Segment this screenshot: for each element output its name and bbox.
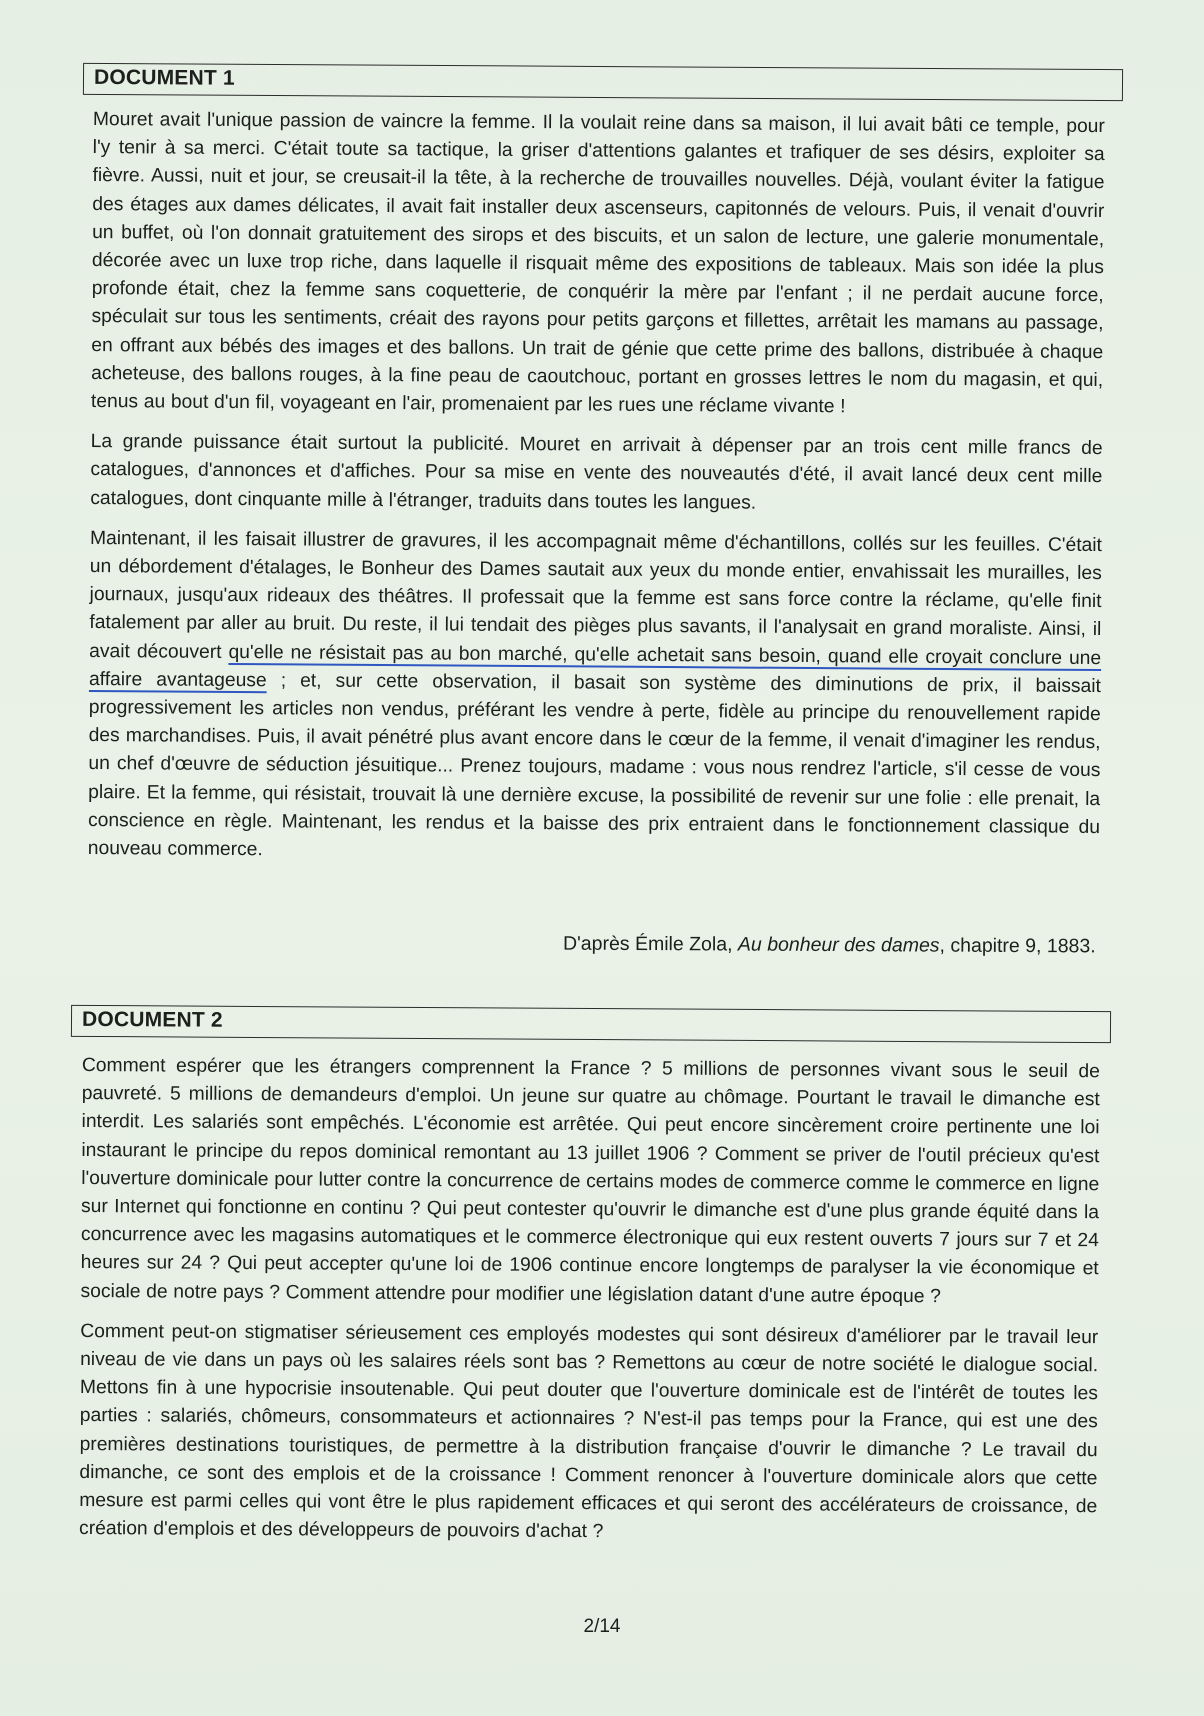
paragraph-3-text-after: ; et, sur cette observation, il basait son système des diminutions de prix, il baissait progressivement les articles non vendus, préférant les vendre à perte, fidèle au principe du renouvellement rapide des marchandises. Puis, il avait pénétré plus avant encore dans le cœur de la femme, il venait d'imaginer les rendus, un chef d'œuvre de séduction jésuitique... Prenez toujours, madame : vous nous rendrez l'article, s'il cesse de vous plaire. Et la femme, qui résistait, trouvait là une dernière excuse, la possibilité de revenir sur une folie : elle prenait, la conscience en règle. Maintenant, les rendus et la baisse des prix entraient dans le fonctionnement classique du nouveau commerce. (87, 670, 1102, 861)
document-2-title: DOCUMENT 2 (81, 1007, 223, 1032)
source-suffix: , chapitre 9, 1883. (939, 934, 1097, 958)
paragraph-3-text-before: Maintenant, il les faisait illustrer de gravures, il les accompagnait même d'échantillons, collés sur les feuilles. C'était un débordement d'étalages, le Bonheur des Dames sautait aux yeux du monde entier, envahissait les murailles, les journaux, jusqu'aux rideaux des théâtres. Il professait que la femme est sans force contre la réclame, qu'elle finit fatalement par aller au bruit. Du reste, il lui tendait des pièges plus savants, il l'analysait en grand moraliste. Ainsi, il avait découvert (89, 527, 1103, 663)
document-1-paragraph-2: La grande puissance était surtout la publicité. Mouret en arrivait à dépenser par an trois cent mille francs de catalogues, d'annonces et d'affiches. Pour sa mise en vente des nouveautés d'été, il avait lancé deux cent mille catalogues, dont cinquante mille à l'étranger, traduits dans toutes les langues. (90, 431, 1103, 514)
handwritten-underline-passage: qu'elle ne résistait pas au bon marché, qu'elle achetait sans besoin, quand elle croyait conclure une affaire avantageuse (88, 641, 1102, 692)
document-2-paragraph-1: Comment espérer que les étrangers comprennent la France ? 5 millions de personnes vivant sous le seuil de pauvreté. 5 millions de demandeurs d'emploi. Un jeune sur quatre au chômage. Pourtant le travail le dimanche est interdit. Les salariés sont empêchés. L'économie est arrêtée. Qui peut encore sincèrement croire pertinente une loi instaurant le principe du repos dominical remontant au 13 juillet 1906 ? Comment se priver de l'outil précieux qu'est l'ouverture dominicale pour lutter contre la concurrence de certains modes de commerce comme le commerce en ligne sur Internet qui fonctionne en continu ? Qui peut contester qu'ouvrir le dimanche est d'une plus grande équité dans la concurrence avec les magasins automatiques et le commerce électronique qui eux restent ouverts 7 jours sur 7 et 24 heures sur 24 ? Qui peut accepter qu'une loi de 1906 continue encore longtemps de paralyser la vie économique et sociale de notre pays ? Comment attendre pour modifier une législation datant d'une autre époque ? (80, 1055, 1100, 1307)
document-1-header (83, 63, 1123, 101)
document-1-title: DOCUMENT 1 (93, 65, 235, 90)
document-2-paragraph-2: Comment peut-on stigmatiser sérieusement ces employés modestes qui sont désireux d'améliorer par le travail leur niveau de vie dans un pays où les salaires réels sont bas ? Remettons au cœur de notre société le dialogue social. Mettons fin à une hypocrisie insoutenable. Qui peut douter que l'ouverture dominicale est de l'intérêt de toutes les parties : salariés, chômeurs, consommateurs et actionnaires ? N'est-il pas temps pour la France, qui est une des premières destinations touristiques, de permettre à la distribution française d'ouvrir le dimanche ? Le travail du dimanche, ce sont des emplois et de la croissance ! Comment renoncer à l'ouverture dominicale alors que cette mesure est parmi celles qui vont être le plus rapidement efficaces et qui seront des accélérateurs de croissance, de création d'emplois et des développeurs de pouvoirs d'achat ? (79, 1320, 1099, 1543)
document-1-body (88, 106, 1105, 882)
document-1-source (563, 931, 1096, 960)
document-2-body (79, 1052, 1100, 1562)
document-1-paragraph-1: Mouret avait l'unique passion de vaincre la femme. Il la voulait reine dans sa maison, il lui avait bâti ce temple, pour l'y tenir à sa merci. C'était toute sa tactique, la griser d'attentions galantes et trafiquer de ses désirs, exploiter sa fièvre. Aussi, nuit et jour, se creusait-il la tête, à la recherche de trouvailles nouvelles. Déjà, voulant éviter la fatigue des étages aux dames délicates, il avait fait installer deux ascenseurs, capitonnés de velours. Puis, il venait d'ouvrir un buffet, où l'on donnait gratuitement des sirops et des biscuits, et un salon de lecture, une galerie monumentale, décorée avec un luxe trop riche, dans laquelle il risquait même des expositions de tableaux. Mais son idée la plus profonde était, chez la femme sans coquetterie, de conquérir la mère par l'enfant ; il ne perdait aucune force, spéculait sur tous les sentiments, créait des rayons pour petits garçons et fillettes, arrêtait les mamans au passage, en offrant aux bébés des images et des ballons. Un trait de génie que cette prime des ballons, distribuée à chaque acheteuse, des ballons rouges, à la fine peau de caoutchouc, portant en grosses lettres le nom du magasin, et qui, tenus au bout d'un fil, voyageant en l'air, promenaient par les rues une réclame vivante ! (90, 108, 1105, 418)
page-number: 2/14 (583, 1616, 621, 1637)
source-title: Au bonheur des dames (738, 933, 940, 957)
document-1-paragraph-3 (88, 525, 1102, 870)
document-2-header (71, 1005, 1111, 1043)
source-prefix: D'après Émile Zola, (563, 932, 739, 956)
